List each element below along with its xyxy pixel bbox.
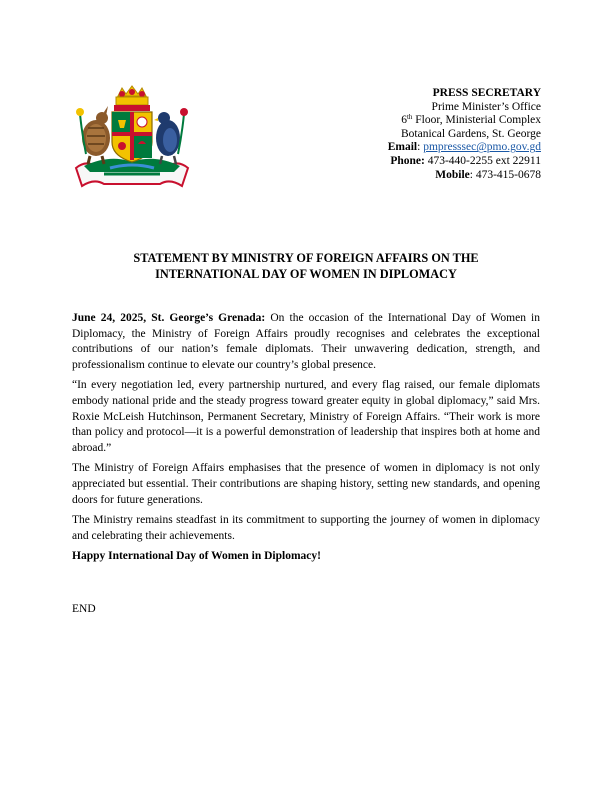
- end-marker: END: [72, 603, 96, 615]
- location-address: Botanical Gardens, St. George: [401, 127, 541, 140]
- phone-number: 473-440-2255 ext 22911: [424, 154, 541, 167]
- email-line: Email: pmpresssec@pmo.gov.gd: [387, 141, 541, 154]
- paragraph-1: [72, 311, 540, 373]
- floor-suffix: th: [406, 113, 413, 122]
- floor-number: 6: [401, 114, 407, 127]
- paragraph-3: The Ministry of Foreign Affairs emphasises that the presence of women in diplomacy is not only appreciated but essential. Their contributions are shaping history, setting new standards, and opening doors for future generations.: [72, 462, 540, 506]
- statement-body: [72, 311, 540, 570]
- paragraph-1-text: On the occasion of the International Day of Women in Diplomacy, the Ministry of Foreign Affairs proudly recognises and celebrates the exceptional contributions of our nation’s female diplomats. Their unwavering dedication, strength, and professionalism continue to elevate our country’s global presence.: [72, 312, 541, 371]
- mobile-number: : 473-415-0678: [469, 168, 541, 181]
- floor-rest: Floor, Ministerial Complex: [412, 114, 541, 127]
- paragraph-2: “In every negotiation led, every partnership nurtured, and every flag raised, our female diplomats embody national pride and the steady progress toward greater equity in global diplomacy,” said Mrs. Roxie McLeish Hutchinson, Permanent Secretary, Ministry of Foreign Affairs. “Their work is more than policy and protocol—it is a powerful demonstration of leadership that inspires both at home and abroad.”: [72, 379, 540, 454]
- statement-title-line-1: STATEMENT BY MINISTRY OF FOREIGN AFFAIRS ON THE: [133, 251, 479, 265]
- office-name: Prime Minister’s Office: [431, 100, 541, 113]
- dateline: June 24, 2025, St. George’s Grenada:: [72, 312, 266, 324]
- email-link[interactable]: pmpresssec@pmo.gov.gd: [423, 141, 541, 154]
- phone-line: [388, 155, 541, 169]
- press-secretary-title: PRESS SECRETARY: [432, 87, 541, 99]
- closing-line: Happy International Day of Women in Diplomacy!: [72, 550, 321, 563]
- email-label: Email: [387, 141, 418, 154]
- paragraph-4: The Ministry remains steadfast in its commitment to supporting the journey of women in diplomacy and celebrating their achievements.: [72, 514, 540, 542]
- press-secretary-contact-block: [388, 87, 541, 182]
- statement-title-line-2: INTERNATIONAL DAY OF WOMEN IN DIPLOMACY: [155, 267, 457, 281]
- floor-address: [388, 114, 541, 128]
- statement-title: [72, 250, 540, 282]
- grenada-coat-of-arms-icon: [70, 84, 194, 196]
- mobile-label: Mobile: [435, 168, 470, 181]
- mobile-line: [388, 169, 541, 183]
- phone-label: Phone:: [390, 154, 425, 167]
